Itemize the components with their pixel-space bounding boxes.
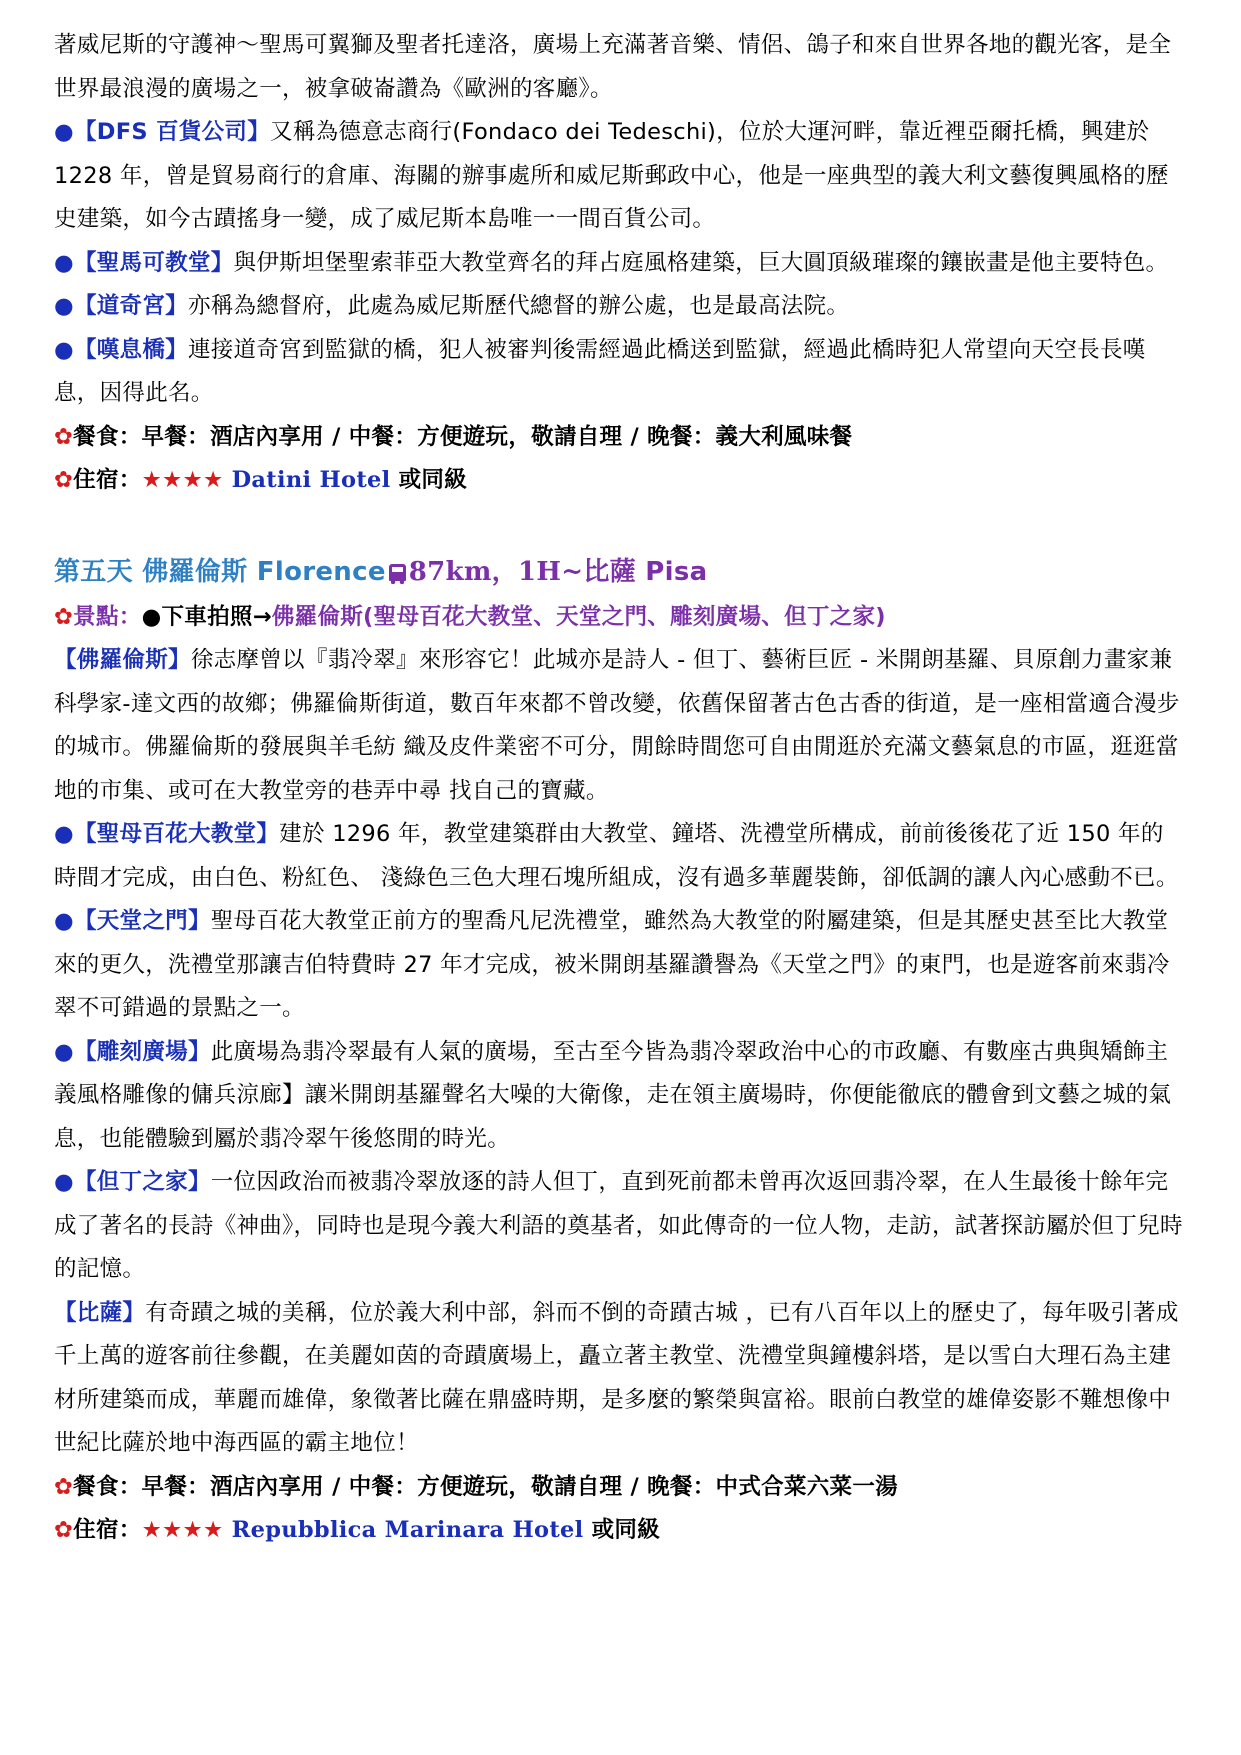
doge-palace-text: 亦稱為總督府，此處為威尼斯歷代總督的辦公處，也是最高法院。: [187, 293, 850, 319]
duomo-title: 【聖母百花大教堂】: [73, 821, 280, 847]
day4-hotel-suffix: 或同級: [390, 467, 468, 493]
flower-icon: ✿: [54, 467, 74, 493]
san-marco-title: 【聖馬可教堂】: [73, 249, 234, 276]
doge-palace-title: 【道奇宮】: [73, 293, 188, 319]
san-marco-paragraph: [54, 242, 1184, 286]
sights-label: 景點：: [73, 603, 142, 630]
day5-hotel-name: Repubblica Marinara Hotel: [223, 1517, 584, 1543]
bridge-of-sighs-title: 【嘆息橋】: [73, 336, 188, 363]
dante-house-paragraph: [54, 1161, 1184, 1292]
day4-hotel: [54, 459, 1184, 503]
day5-heading-distance: 87km，1H~: [408, 556, 584, 587]
day5-meals: [54, 1466, 1184, 1510]
doge-palace-paragraph: [54, 285, 1184, 329]
intro-paragraph: 著威尼斯的守護神～聖馬可翼獅及聖者托達洛，廣場上充滿著音樂、情侶、鴿子和來自世界各地的觀光客，是全世界最浪漫的廣場之一，被拿破崙讚為《歐洲的客廳》。: [54, 32, 1172, 102]
bullet-icon: ●: [54, 293, 74, 319]
bullet-icon: ●: [54, 119, 74, 145]
florence-text: 徐志摩曾以『翡冷翠』來形容它！此城亦是詩人 - 但丁、藝術巨匠 - 米開朗基羅、貝原創力畫家兼科學家-達文西的故鄉；佛羅倫斯街道，數百年來都不曾改變，依舊保留著古色古香的街道，是一座相當適合漫步的城市。佛羅倫斯的發展與羊毛紡 織及皮件業密不可分，閒餘時間您可自由閒逛於充滿文藝氣息的市區，逛逛當地的市集、或可在大教堂旁的巷弄中尋 找自己的寶藏。: [54, 647, 1180, 804]
day5-heading: [54, 548, 1184, 596]
bullet-icon: ●: [54, 908, 74, 934]
bullet-icon: ●: [54, 336, 74, 363]
bus-icon: [389, 564, 406, 581]
section-gap: [54, 503, 1184, 546]
bullet-icon: ●: [54, 249, 74, 276]
pisa-title: 【比薩】: [54, 1299, 146, 1326]
flower-icon: ✿: [54, 423, 74, 450]
flower-icon: ✿: [54, 603, 74, 630]
florence-paragraph: [54, 639, 1184, 813]
gates-of-paradise-title: 【天堂之門】: [73, 908, 211, 934]
dfs-title: 【DFS 百貨公司】: [73, 119, 271, 145]
pisa-text: 有奇蹟之城的美稱，位於義大利中部，斜而不倒的奇蹟古城 ，已有八百年以上的歷史了，每年吸引著成千上萬的遊客前往參觀，在美麗如茵的奇蹟廣場上，矗立著主教堂、洗禮堂與鐘樓斜塔，是以雪白大理石為主建材所建築而成，華麗而雄偉，象徵著比薩在鼎盛時期，是多麼的繁榮與富裕。眼前白教堂的雄偉姿影不難想像中世紀比薩於地中海西區的霸主地位！: [54, 1299, 1179, 1456]
day5-hotel: [54, 1509, 1184, 1553]
bridge-of-sighs-text: 連接道奇宮到監獄的橋，犯人被審判後需經過此橋送到監獄，經過此橋時犯人常望向天空長長嘆息，因得此名。: [54, 336, 1146, 406]
day5-hotel-suffix: 或同級: [583, 1517, 661, 1543]
flower-icon: ✿: [54, 1473, 74, 1500]
sculpture-square-title: 【雕刻廣場】: [73, 1038, 211, 1065]
day4-hotel-label: 住宿：: [73, 467, 142, 493]
day4-meals-text: 餐食：早餐：酒店內享用 / 中餐：方便遊玩，敬請自理 / 晚餐：義大利風味餐: [73, 423, 853, 450]
duomo-paragraph: [54, 813, 1184, 900]
day5-meals-text: 餐食：早餐：酒店內享用 / 中餐：方便遊玩，敬請自理 / 晚餐：中式合菜六菜一湯: [73, 1473, 898, 1500]
sculpture-square-paragraph: [54, 1031, 1184, 1162]
gates-of-paradise-text: 聖母百花大教堂正前方的聖喬凡尼洗禮堂，雖然為大教堂的附屬建築，但是其歷史甚至比大教堂來的更久，洗禮堂那讓吉伯特費時 27 年才完成，被米開朗基羅讚譽為《天堂之門》的東門，也是遊客前來翡冷翠不可錯過的景點之一。: [54, 908, 1170, 1021]
bridge-of-sighs-paragraph: [54, 329, 1184, 416]
day4-meals: [54, 416, 1184, 460]
day5-heading-day: 第五天 佛羅倫斯 Florence: [54, 556, 386, 587]
gates-of-paradise-paragraph: [54, 900, 1184, 1031]
bullet-icon: ●: [54, 821, 74, 847]
dfs-paragraph: [54, 111, 1184, 242]
florence-title: 【佛羅倫斯】: [54, 647, 191, 673]
dante-house-title: 【但丁之家】: [73, 1169, 211, 1195]
bullet-icon: ●: [54, 1038, 74, 1065]
bullet-icon: ●: [54, 1169, 74, 1195]
sights-photo-stop: ●下車拍照→: [141, 603, 272, 630]
star-rating-icon: ★★★★: [141, 467, 224, 493]
sights-list: 佛羅倫斯(聖母百花大教堂、天堂之門、雕刻廣場、但丁之家): [271, 603, 886, 630]
flower-icon: ✿: [54, 1517, 74, 1543]
dante-house-text: 一位因政治而被翡冷翠放逐的詩人但丁，直到死前都未曾再次返回翡冷翠，在人生最後十餘年完成了著名的長詩《神曲》，同時也是現今義大利語的奠基者，如此傳奇的一位人物，走訪，試著探訪屬於但丁兒時的記憶。: [54, 1169, 1183, 1282]
day5-hotel-label: 住宿：: [73, 1517, 142, 1543]
day5-sights: [54, 596, 1184, 640]
sculpture-square-text: 此廣場為翡冷翠最有人氣的廣場，至古至今皆為翡冷翠政治中心的市政廳、有數座古典與矯飾主義風格雕像的傭兵涼廊】讓米開朗基羅聲名大噪的大衛像，走在領主廣場時，你便能徹底的體會到文藝之城的氣息，也能體驗到屬於翡冷翠午後悠閒的時光。: [54, 1038, 1172, 1152]
day5-heading-destination: 比薩 Pisa: [583, 556, 708, 587]
san-marco-text: 與伊斯坦堡聖索菲亞大教堂齊名的拜占庭風格建築，巨大圓頂級璀璨的鑲嵌畫是他主要特色。: [233, 249, 1169, 276]
day4-hotel-name: Datini Hotel: [223, 467, 391, 493]
duomo-text: 建於 1296 年，教堂建築群由大教堂、鐘塔、洗禮堂所構成，前前後後花了近 150 年的時間才完成，由白色、粉紅色、 淺綠色三色大理石塊所組成，沒有過多華麗裝飾，卻低調的讓人內心感動不已。: [54, 821, 1179, 891]
star-rating-icon: ★★★★: [141, 1517, 224, 1543]
pisa-paragraph: [54, 1292, 1184, 1466]
document-page: [54, 24, 1184, 1553]
dfs-text: 又稱為德意志商行(Fondaco dei Tedeschi)，位於大運河畔，靠近裡亞爾托橋，興建於 1228 年，曾是貿易商行的倉庫、海關的辦事處所和威尼斯郵政中心，他是一座典型的義大利文藝復興風格的歷史建築，如今古蹟搖身一變，成了威尼斯本島唯一一間百貨公司。: [54, 119, 1169, 232]
